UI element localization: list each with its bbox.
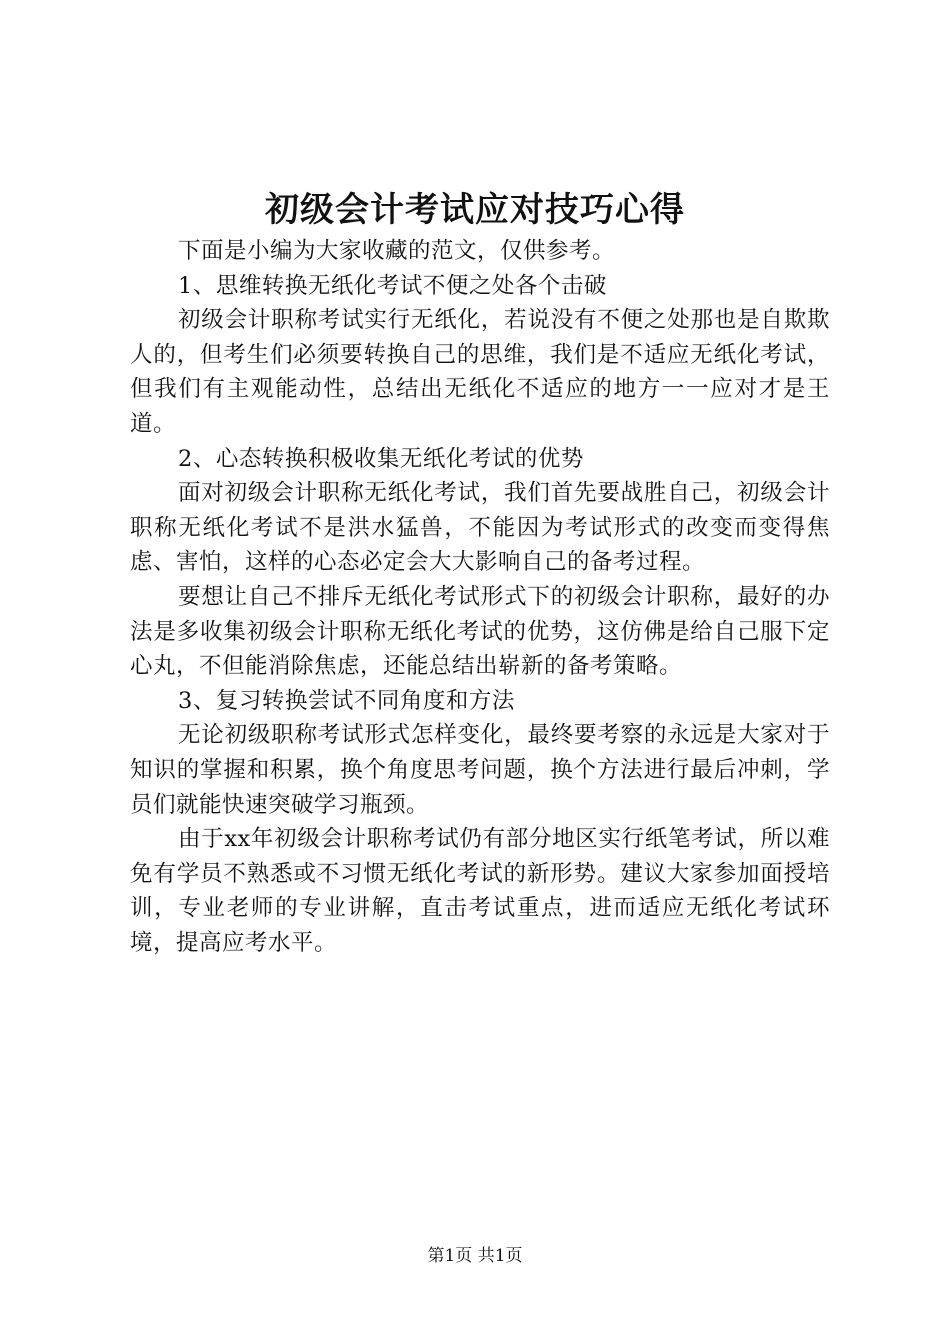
body-paragraph: 要想让自己不排斥无纸化考试形式下的初级会计职称，最好的办法是多收集初级会计职称无纸化考试的优势，这仿佛是给自己服下定心丸，不但能消除焦虑，还能总结出崭新的备考策略。 [130,583,830,680]
document-title: 初级会计考试应对技巧心得 [265,190,685,230]
body-paragraph: 无论初级职称考试形式怎样变化，最终要考察的永远是大家对于知识的掌握和积累，换个角度思考问题，换个方法进行最后冲刺，学员们就能快速突破学习瓶颈。 [130,722,830,818]
body-paragraph: 由于xx年初级会计职称考试仍有部分地区实行纸笔考试，所以难免有学员不熟悉或不习惯无纸化考试的新形势。建议大家参加面授培训，专业老师的专业讲解，直击考试重点，进而适应无纸化考试环境，提高应考水平。 [130,826,830,956]
body-paragraph: 初级会计职称考试实行无纸化，若说没有不便之处那也是自欺欺人的，但考生们必须要转换自己的思维，我们是不适应无纸化考试，但我们有主观能动性，总结出无纸化不适应的地方一一应对才是王道。 [130,307,830,437]
section-heading-1: 1、思维转换无纸化考试不便之处各个击破 [178,272,607,299]
intro-paragraph: 下面是小编为大家收藏的范文，仅供参考。 [178,238,616,264]
section-heading-2: 2、心态转换积极收集无纸化考试的优势 [178,445,584,472]
page-footer: 第1页 共1页 [427,1246,523,1266]
body-paragraph: 面对初级会计职称无纸化考试，我们首先要战胜自己，初级会计职称无纸化考试不是洪水猛兽，不能因为考试形式的改变而变得焦虑、害怕，这样的心态必定会大大影响自己的备考过程。 [130,480,830,576]
section-heading-3: 3、复习转换尝试不同角度和方法 [178,687,515,714]
document-body [130,234,830,960]
